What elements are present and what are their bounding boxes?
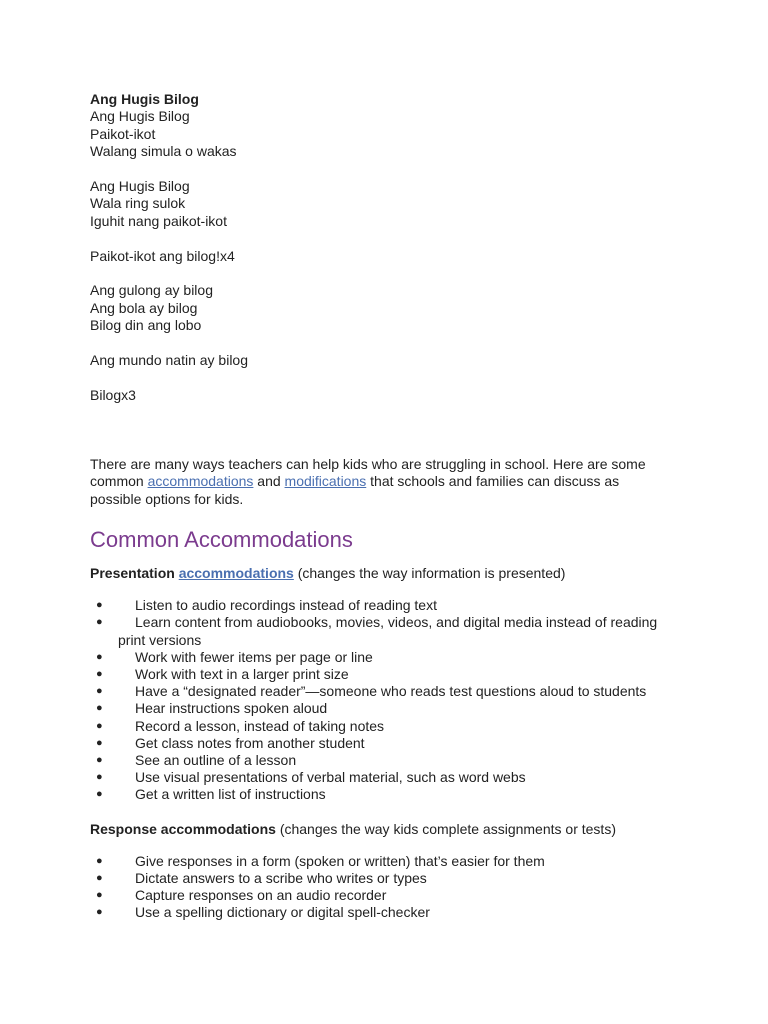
list-item (90, 887, 695, 904)
response-note: (changes the way kids complete assignments or tests) (275, 820, 616, 837)
list-item-text: See an outline of a lesson (135, 752, 297, 769)
poem-line: Ang gulong ay bilog (90, 282, 213, 299)
list-item (90, 870, 695, 887)
list-item (90, 752, 695, 769)
list-item-text-continued: print versions (118, 631, 202, 648)
list-item-text: Listen to audio recordings instead of reading text (135, 597, 437, 614)
poem-stanza (90, 178, 690, 230)
intro-text: There are many ways teachers can help kids who are struggling in school. Here are some common (90, 456, 646, 490)
poem-line: Ang bola ay bilog (90, 299, 198, 316)
list-item-text: Get a written list of instructions (135, 786, 326, 803)
poem-line: Ang mundo natin ay bilog (90, 351, 248, 368)
list-item (90, 735, 695, 752)
bullet-icon: ● (96, 599, 103, 612)
list-item (90, 614, 695, 648)
list-item-text: Work with text in a larger print size (135, 666, 349, 683)
bullet-icon: ● (96, 719, 103, 732)
accommodations-link[interactable]: accommodations (147, 473, 254, 490)
stanza-gap (90, 230, 690, 247)
list-item (90, 904, 695, 921)
list-item-text: Record a lesson, instead of taking notes (135, 717, 385, 734)
presentation-label: Presentation (90, 565, 179, 582)
list-item (90, 666, 695, 683)
list-item-text: Have a “designated reader”—someone who reads test questions aloud to students (135, 683, 647, 700)
poem-stanza (90, 352, 690, 369)
response-heading (90, 820, 690, 838)
list-item-text: Get class notes from another student (135, 734, 365, 751)
presentation-accommodations-link[interactable]: accommodations (178, 565, 294, 582)
bullet-icon: ● (96, 754, 103, 767)
bullet-icon: ● (96, 685, 103, 698)
list-item (90, 769, 695, 786)
response-list (90, 853, 690, 922)
bullet-icon: ● (96, 650, 103, 663)
poem-line: Walang simula o wakas (90, 143, 237, 160)
stanza-gap (90, 161, 690, 178)
bullet-icon: ● (96, 788, 103, 801)
intro-text: and (253, 473, 285, 490)
poem-stanza (90, 248, 690, 265)
list-item (90, 683, 695, 700)
presentation-list (90, 597, 690, 803)
poem-line: Paikot-ikot (90, 125, 156, 142)
poem-line: Bilogx3 (90, 386, 136, 403)
poem-line: Wala ring sulok (90, 195, 186, 212)
poem-line: Iguhit nang paikot-ikot (90, 212, 227, 229)
poem-stanza (90, 108, 690, 160)
stanza-gap (90, 334, 690, 351)
list-item (90, 649, 695, 666)
list-item (90, 786, 695, 803)
list-item-text: Hear instructions spoken aloud (135, 700, 328, 717)
list-item (90, 597, 695, 614)
bullet-icon: ● (96, 736, 103, 749)
list-item (90, 853, 695, 870)
list-item-text: Use visual presentations of verbal material, such as word webs (135, 769, 526, 786)
bullet-icon: ● (96, 668, 103, 681)
intro-paragraph (90, 456, 650, 508)
poem-line: Bilog din ang lobo (90, 317, 202, 334)
presentation-heading (90, 564, 690, 582)
bullet-icon: ● (96, 871, 103, 884)
bullet-icon: ● (96, 906, 103, 919)
list-item-text: Give responses in a form (spoken or written) that’s easier for them (135, 852, 545, 869)
bullet-icon: ● (96, 771, 103, 784)
poem-stanza (90, 282, 690, 334)
poem-line: Paikot-ikot ang bilog!x4 (90, 247, 235, 264)
stanza-gap (90, 369, 690, 386)
poem-title: Ang Hugis Bilog (90, 91, 199, 107)
document-page (90, 91, 690, 922)
intro-text: that schools and families can discuss as possible options for kids. (90, 473, 620, 507)
stanza-gap (90, 265, 690, 282)
section-heading: Common Accommodations (90, 527, 353, 553)
bullet-icon: ● (96, 889, 103, 902)
presentation-note: (changes the way information is presented) (293, 565, 566, 582)
list-item (90, 718, 695, 735)
poem-line: Ang Hugis Bilog (90, 108, 190, 125)
modifications-link[interactable]: modifications (284, 473, 367, 490)
response-label: Response accommodations (90, 820, 276, 837)
bullet-icon: ● (96, 854, 103, 867)
list-item-text: Learn content from audiobooks, movies, videos, and digital media instead of reading (135, 614, 658, 631)
poem-stanza (90, 387, 690, 404)
bullet-icon: ● (96, 702, 103, 715)
list-item-text: Work with fewer items per page or line (135, 648, 373, 665)
bullet-icon: ● (96, 616, 103, 629)
list-item-text: Use a spelling dictionary or digital spell-checker (135, 904, 430, 921)
list-item-text: Dictate answers to a scribe who writes or types (135, 869, 427, 886)
poem-line: Ang Hugis Bilog (90, 177, 190, 194)
list-item (90, 700, 695, 717)
list-item-text: Capture responses on an audio recorder (135, 887, 387, 904)
